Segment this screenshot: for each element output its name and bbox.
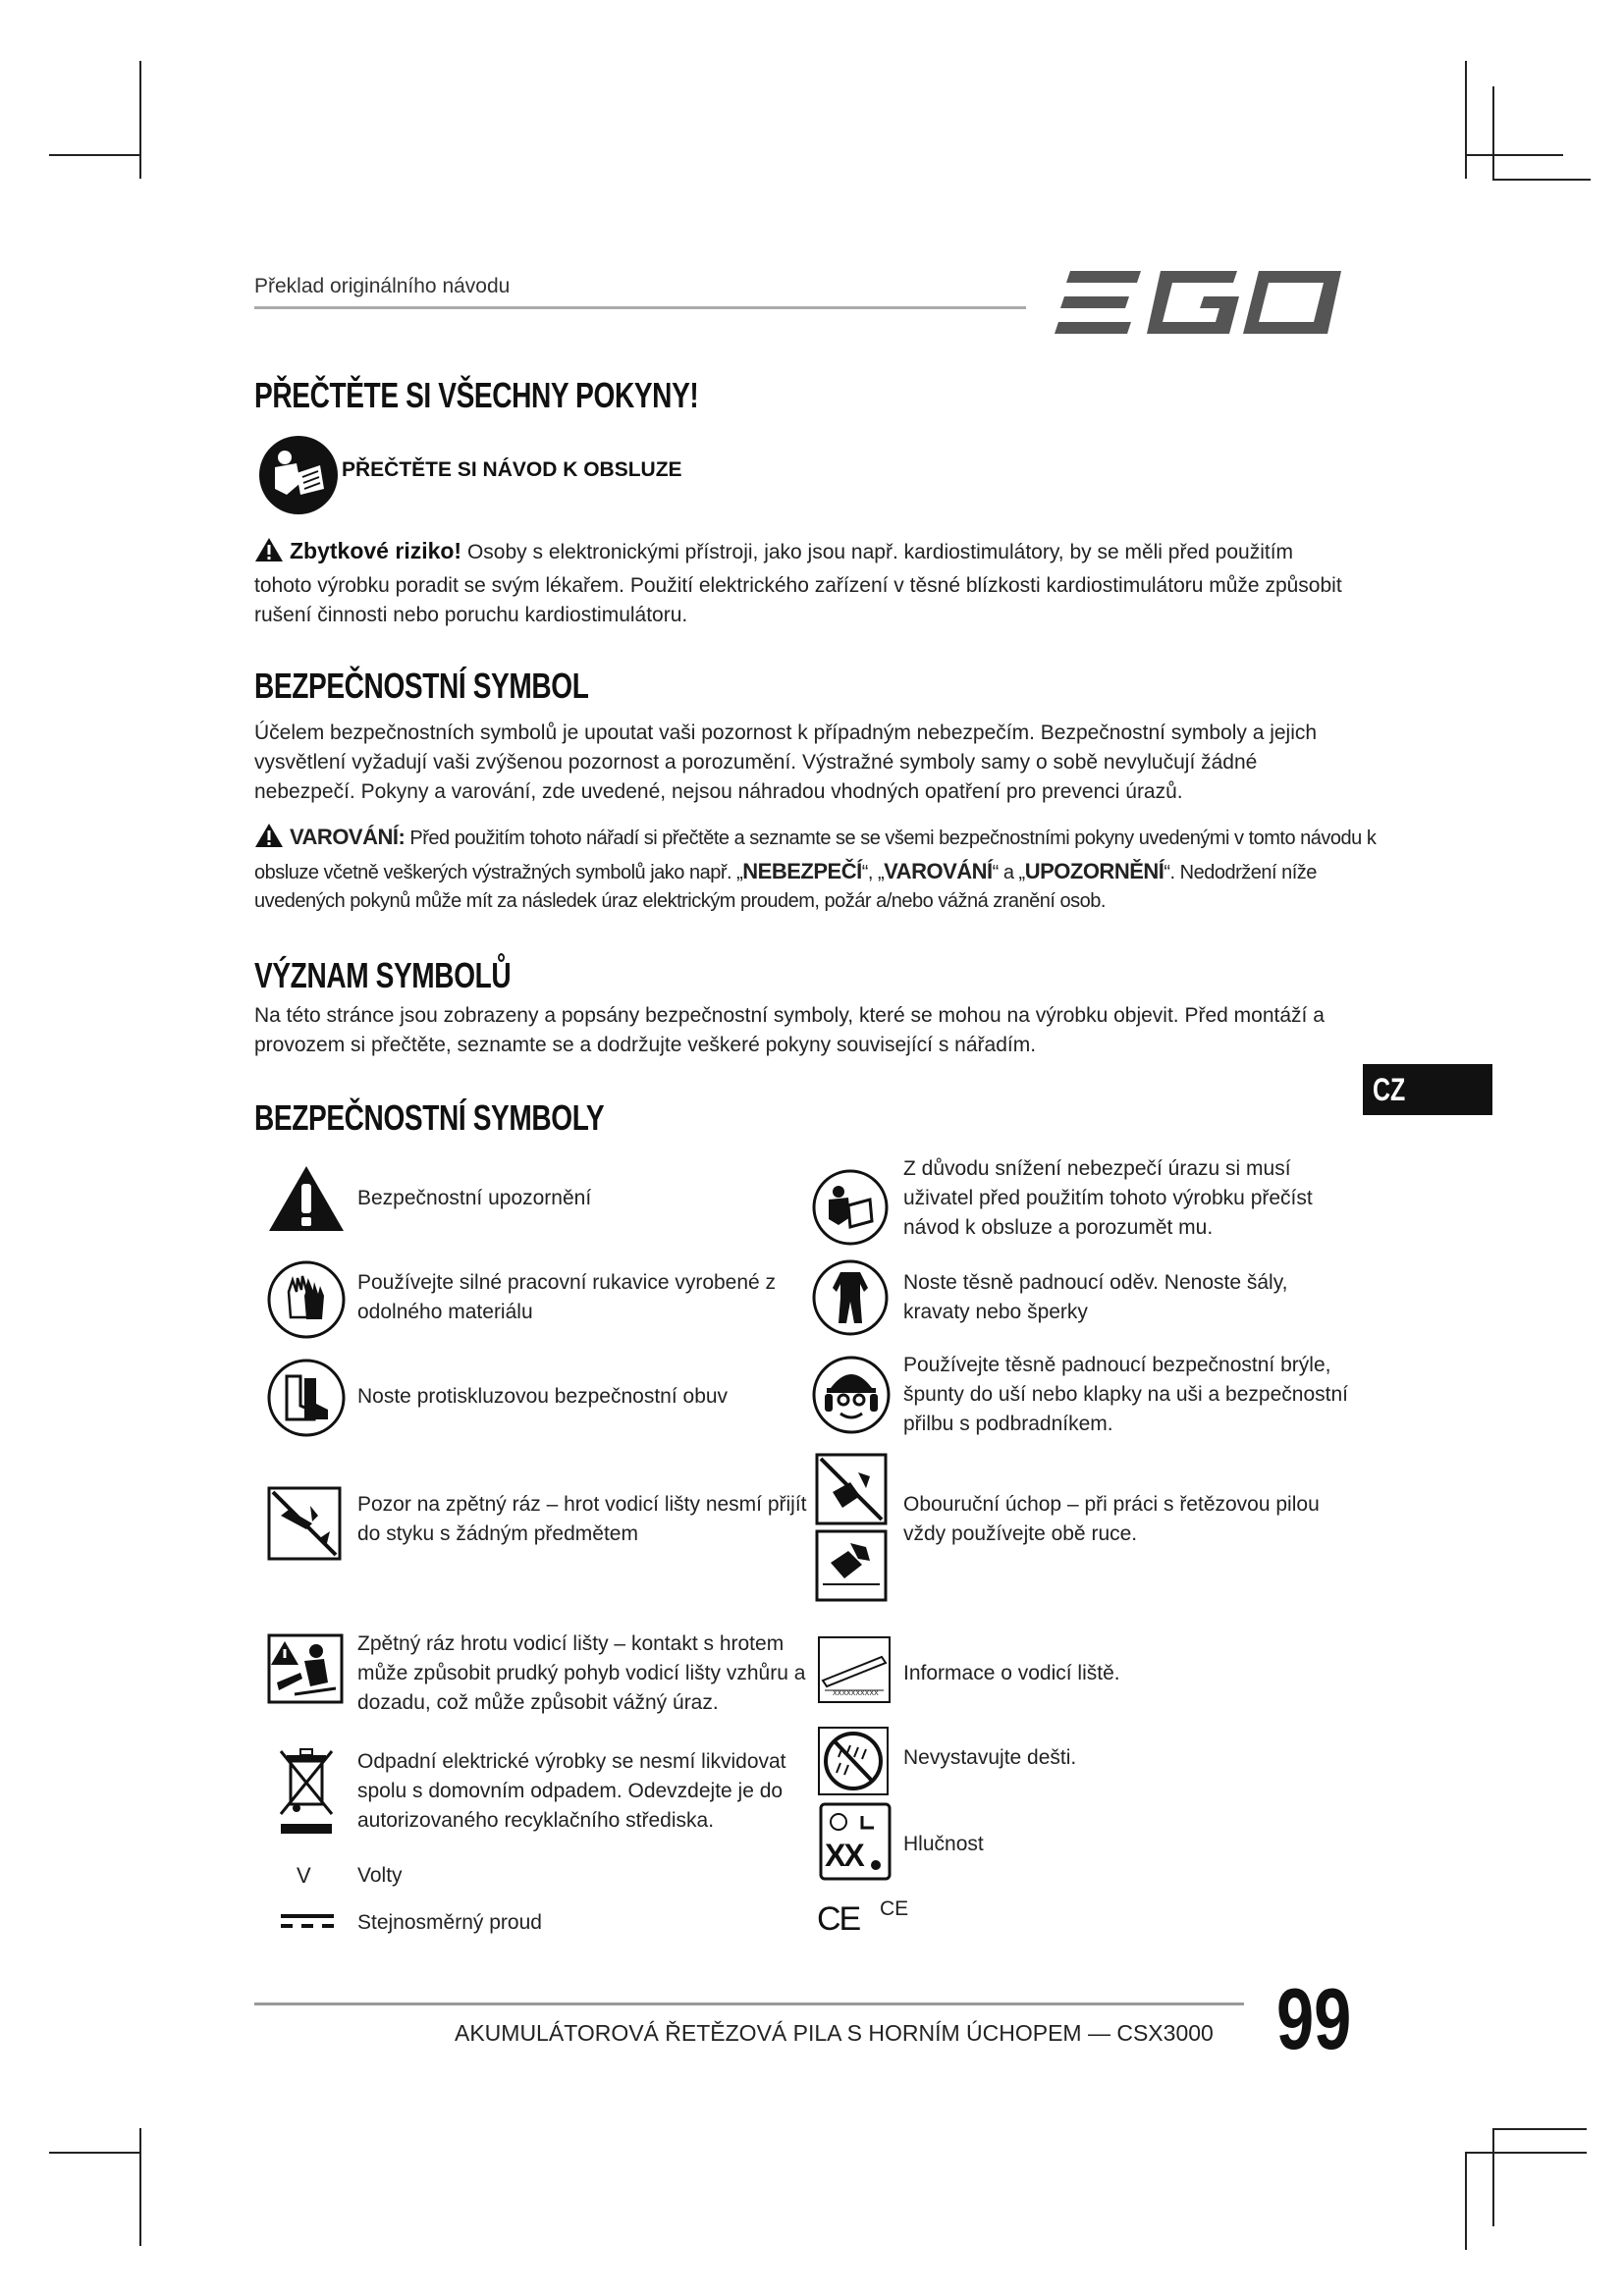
- symbol-text: Nevystavujte dešti.: [903, 1746, 1077, 1769]
- symbol-text: Bezpečnostní upozornění: [357, 1187, 592, 1209]
- weee-bin-icon: [279, 1745, 334, 1842]
- symbol-text: Zpětný ráz hrotu vodicí lišty – kontakt s hrotem může způsobit prudký pohyb vodicí lišty vzhůru a dozadu, což může způsobit vážný úraz.: [357, 1632, 806, 1714]
- read-manual-icon: [257, 434, 340, 521]
- residual-risk-label: Zbytkové riziko!: [290, 538, 462, 563]
- residual-risk-paragraph: [254, 536, 1344, 630]
- crop-mark: [1465, 2152, 1587, 2154]
- guide-bar-icon: [817, 1635, 892, 1709]
- warning-paragraph: [254, 823, 1393, 916]
- crop-mark: [139, 61, 141, 179]
- symbol-text: Obouruční úchop – při práci s řetězovou pilou vždy používejte obě ruce.: [903, 1493, 1320, 1545]
- symbol-text: Stejnosměrný proud: [357, 1911, 542, 1934]
- warning-warning: VAROVÁNÍ: [884, 859, 993, 883]
- gloves-icon: [265, 1258, 348, 1346]
- heading-read-all: PŘEČTĚTE SI VŠECHNY POKYNY!: [254, 375, 699, 415]
- meaning-paragraph: Na této stránce jsou zobrazeny a popsány bezpečnostní symboly, které se mohou na výrobku objevit. Před montáží a provozem si přečtěte, seznamte se a dodržujte veškeré pokyny související s nářadím.: [254, 1004, 1325, 1056]
- warning-triangle-icon: [254, 823, 284, 857]
- crop-mark: [49, 2152, 141, 2154]
- page-number: 99: [1276, 1970, 1352, 2067]
- brand-text: EGO: [1051, 267, 1054, 268]
- noise-level-glyph: XX: [825, 1838, 863, 1873]
- language-tab: [1363, 1064, 1492, 1115]
- symbol-text: Hlučnost: [903, 1833, 984, 1855]
- warning-triangle-icon: [254, 537, 284, 571]
- residual-risk-text: Osoby s elektronickými přístroji, jako jsou např. kardiostimulátory, by se měli před použitím tohoto výrobku poradit se svým lékařem. Použití elektrického zařízení v těsné blízkosti kardiostimulátoru může způsobit rušení činnosti nebo poruchu kardiostimulátoru.: [254, 541, 1342, 626]
- symbol-text: Používejte silné pracovní rukavice vyrobené z odolného materiálu: [357, 1271, 777, 1323]
- kickback-tip-icon: [267, 1486, 342, 1566]
- kickback-warning-icon: [267, 1633, 344, 1709]
- crop-mark: [49, 154, 141, 156]
- direct-current-icon: [281, 1914, 334, 1935]
- ce-mark-icon: CE: [817, 1900, 860, 1938]
- head-protection-icon: [811, 1355, 892, 1440]
- symbol-text: Noste protiskluzovou bezpečnostní obuv: [357, 1385, 729, 1408]
- ego-logo: [1051, 267, 1345, 338]
- symbol-text: Volty: [357, 1864, 403, 1887]
- warning-sep-2: “ a „: [992, 862, 1025, 883]
- symbol-text: Pozor na zpětný ráz – hrot vodicí lišty nesmí přijít do styku s žádným předmětem: [357, 1493, 807, 1545]
- crop-mark: [1465, 61, 1467, 179]
- crop-mark: [1492, 2128, 1494, 2226]
- language-tab-label: CZ: [1373, 1072, 1406, 1107]
- no-rain-icon: [817, 1726, 890, 1801]
- warning-sep-1: “, „: [861, 862, 885, 883]
- header-subtitle: Překlad originálního návodu: [254, 275, 511, 297]
- crop-mark: [1492, 86, 1494, 179]
- heading-safety-symbols: BEZPEČNOSTNÍ SYMBOLY: [254, 1097, 605, 1138]
- crop-mark: [1465, 2152, 1467, 2250]
- read-manual-label: PŘEČTĚTE SI NÁVOD K OBSLUZE: [342, 458, 682, 481]
- crop-mark: [1492, 2128, 1587, 2130]
- crop-mark: [1465, 154, 1563, 156]
- safety-symbol-paragraph: Účelem bezpečnostních symbolů je upoutat vaši pozornost k případným nebezpečím. Bezpečnostní symboly a jejich vysvětlení vyžadují vaši zvýšenou pozornost a porozumění. Výstražné symboly samy o sobě nevylučují žádné nebezpečí. Pokyny a varování, zde uvedené, nejsou náhradou vhodných opatření pro prevenci úrazů.: [254, 721, 1318, 803]
- warning-danger: NEBEZPEČÍ: [742, 859, 862, 883]
- crop-mark: [139, 2128, 141, 2246]
- warning-caution: UPOZORNĚNÍ: [1024, 859, 1164, 883]
- boots-icon: [265, 1357, 348, 1444]
- warning-text-1: Před použitím tohoto nářadí si přečtěte a seznamte se se všemi bezpečnostními pokyny uvedenými v tomto návodu k obsluze včetně veškerých výstražných symbolů jako např. „: [254, 828, 1377, 883]
- header-rule: [254, 306, 1026, 309]
- warning-text-2: “. Nedodržení níže uvedených pokynů může mít za následek úraz elektrickým proudem, požár a/nebo vážná zranění osob.: [254, 862, 1317, 912]
- warning-triangle-icon: [267, 1164, 346, 1238]
- guide-bar-label: XXXXXXXXXX: [833, 1690, 879, 1697]
- symbol-text: Odpadní elektrické výrobky se nesmí likvidovat spolu s domovním odpadem. Odevzdejte je do autorizovaného recyklačního střediska.: [357, 1750, 786, 1832]
- symbol-text: Informace o vodicí liště.: [903, 1662, 1120, 1684]
- footer-title: AKUMULÁTOROVÁ ŘETĚZOVÁ PILA S HORNÍM ÚCHOPEM — CSX3000: [455, 2020, 1214, 2046]
- crop-mark: [1492, 179, 1591, 181]
- warning-label: VAROVÁNÍ:: [290, 825, 406, 849]
- symbol-text: Z důvodu snížení nebezpečí úrazu si musí uživatel před použitím tohoto výrobku přečíst návod k obsluze a porozumět mu.: [903, 1157, 1313, 1239]
- footer-rule: [254, 2002, 1244, 2005]
- noise-level-icon: [819, 1802, 892, 1881]
- heading-meaning: VÝZNAM SYMBOLŮ: [254, 955, 512, 995]
- overall-clothing-icon: [811, 1258, 890, 1342]
- symbol-text: Noste těsně padnoucí oděv. Nenoste šály, kravaty nebo šperky: [903, 1271, 1288, 1323]
- symbol-text: CE: [880, 1897, 909, 1920]
- read-manual-icon: [811, 1168, 890, 1252]
- volt-letter-icon: V: [297, 1863, 311, 1888]
- two-hand-grip-icon: [815, 1453, 888, 1607]
- symbol-text: Používejte těsně padnoucí bezpečnostní brýle, špunty do uší nebo klapky na uši a bezpečnostní přilbu s podbradníkem.: [903, 1354, 1348, 1435]
- heading-safety-symbol: BEZPEČNOSTNÍ SYMBOL: [254, 666, 589, 706]
